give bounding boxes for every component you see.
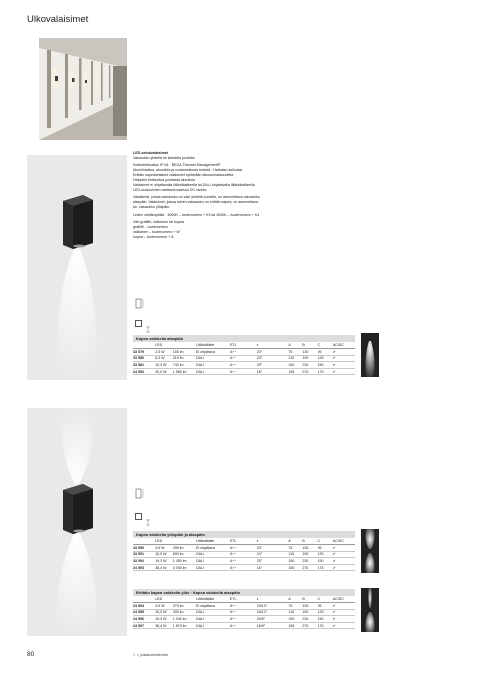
description-line: alaspäin. Valaisimet, joissa toinen valoaukko on erittäin kapea, on asennettava: [133, 200, 258, 205]
table-cell: 1 450 lm: [173, 558, 196, 565]
column-header: B: [302, 342, 317, 349]
table-row: [133, 355, 355, 362]
table-cell: 24 596: [133, 616, 155, 623]
table-cell: A⁺⁺: [230, 349, 257, 356]
description-line: Valaisimet, joissa valoaukko on vain yhdellä puolella, on asennettava valoaukko: [133, 195, 260, 200]
table-cell: A⁺⁺: [230, 603, 257, 610]
table-cell: ✔: [333, 551, 355, 558]
footer-note: ✓ = julkaisukohteesta: [133, 653, 168, 657]
dimension-icon: [135, 488, 145, 502]
table-cell: 16°: [257, 564, 289, 571]
beam-thumbnail: [361, 333, 379, 377]
updownlight-illustration: [27, 408, 127, 636]
table-cell: 24°: [257, 355, 289, 362]
table-cell: ✔: [333, 349, 355, 356]
table-cell: 3 000 lm: [173, 564, 196, 571]
table-cell: A⁺⁺: [230, 362, 257, 369]
table-cell: 10,5 W: [155, 551, 173, 558]
table-cell: 24°: [257, 551, 289, 558]
table-cell: 155 lm: [173, 349, 196, 356]
product-image-downlight: [27, 155, 127, 380]
table-cell: 24 594: [133, 603, 155, 610]
table-cell: 6,3 W: [155, 355, 173, 362]
dimension-icon: [145, 513, 151, 520]
table-cell: 130: [302, 603, 317, 610]
column-header: C: [318, 342, 333, 349]
description-subheading: Valoaukko yhdellä tai kahdella puolella: [133, 155, 195, 160]
column-header: LED: [155, 538, 173, 545]
table-cell: 2,5 W: [155, 349, 173, 356]
dimension-icon: [135, 298, 145, 312]
table-cell: ✔: [333, 622, 355, 629]
table-cell: ✔: [333, 545, 355, 552]
column-header: ETL: [230, 342, 257, 349]
column-header: ε: [257, 342, 289, 349]
column-header: AC/DC: [333, 342, 355, 349]
table-cell: A⁺⁺: [230, 368, 257, 375]
table-cell: 190: [302, 609, 317, 616]
table-cell: 190: [302, 551, 317, 558]
table-row: [133, 564, 355, 571]
table-cell: DALI: [196, 564, 230, 571]
table-cell: 150: [318, 558, 333, 565]
table-cell: 38,4 W: [155, 622, 173, 629]
table-cell: A⁺⁺: [230, 545, 257, 552]
table-row: [133, 558, 355, 565]
table-cell: A⁺⁺: [230, 551, 257, 558]
table-cell: 110: [288, 355, 302, 362]
table-cell: 150: [288, 362, 302, 369]
table-cell: 95: [318, 545, 333, 552]
table-cell: 20°: [257, 362, 289, 369]
table-cell: 1 870 lm: [173, 622, 196, 629]
table-cell: 740 lm: [173, 362, 196, 369]
table-title: Kapea valokeila alaspäin: [133, 335, 355, 342]
table-cell: 20/13°: [257, 603, 289, 610]
column-header: AC/DC: [333, 596, 355, 603]
table-cell: 33 591: [133, 551, 155, 558]
table-cell: DALI: [196, 558, 230, 565]
table-title: Kapea valokeila ylöspäin ja alaspäin: [133, 531, 355, 538]
column-header: ETL: [230, 596, 257, 603]
table-cell: ✔: [333, 558, 355, 565]
spec-table-2: [133, 538, 355, 571]
table-cell: DALI: [196, 622, 230, 629]
dimension-icon: [145, 320, 151, 327]
table-cell: 16/9°: [257, 622, 289, 629]
downlight-illustration: [27, 155, 127, 380]
table-cell: Ei ohjattava: [196, 545, 230, 552]
table-cell: 230: [302, 616, 317, 623]
beam-thumbnail: [361, 588, 379, 632]
table-cell: 270: [302, 622, 317, 629]
table-cell: 33 590: [133, 545, 155, 552]
table-cell: 24 597: [133, 622, 155, 629]
description-line: Alumiinivalua, alumiinia ja ruostumatonta terästä · Harkaisu suikulasi: [133, 168, 243, 173]
column-header: C: [318, 538, 333, 545]
spec-table-1: [133, 342, 355, 375]
column-header: ETL: [230, 538, 257, 545]
table-cell: 33 581: [133, 362, 155, 369]
description-line: ko. valoaukko ylöspäin.: [133, 205, 171, 210]
table-cell: A⁺⁺: [230, 355, 257, 362]
table-cell: Ei ohjattava: [196, 603, 230, 610]
table-cell: 1 580 lm: [173, 368, 196, 375]
table-cell: 20,0 W: [155, 368, 173, 375]
table-cell: 24 592: [133, 368, 155, 375]
table-cell: 19,3 W: [155, 616, 173, 623]
table-cell: A⁺⁺: [230, 609, 257, 616]
table-cell: 23°: [257, 349, 289, 356]
description-line: valkoinen – tuotenumero + W: [133, 230, 180, 235]
description-line: Valaisimet ei ohjattavalla liitäntälaitteella tai DALI-ohjattavalla liitäntälaitteella: [133, 183, 255, 188]
column-header: AC/DC: [333, 538, 355, 545]
table-title: Erittäin kapea valokeila ylös · Kapea valokeila alaspäin: [133, 589, 355, 596]
table-cell: ✔: [333, 616, 355, 623]
table-row: [133, 362, 355, 369]
table-cell: 150: [318, 362, 333, 369]
table-cell: 16°: [257, 368, 289, 375]
product-image-updownlight: [27, 408, 127, 636]
table-cell: ✔: [333, 368, 355, 375]
table-cell: ✔: [333, 603, 355, 610]
table-cell: 125: [318, 609, 333, 616]
table-cell: 190: [302, 355, 317, 362]
beam-thumbnail: [361, 529, 379, 573]
table-cell: 75: [288, 349, 302, 356]
table-cell: 38,4 W: [155, 564, 173, 571]
table-cell: 295 lm: [173, 545, 196, 552]
column-header: C: [318, 596, 333, 603]
description-line: LED-moduuleilen asettautuvaa/kuu DC rauhta: [133, 187, 207, 192]
description-line: Heijastin eloksoitua puhdasta alumiinia: [133, 178, 195, 183]
table-cell: 95: [318, 603, 333, 610]
table-cell: 33 592: [133, 558, 155, 565]
description-line: Väri grafiitti, valkoinen tai hopea: [133, 220, 184, 225]
table-cell: 230: [302, 558, 317, 565]
mounting-icon: [135, 320, 142, 327]
column-header: A: [288, 342, 302, 349]
table-cell: 125: [318, 355, 333, 362]
table-cell: 230: [302, 362, 317, 369]
table-cell: 315 lm: [173, 355, 196, 362]
table-cell: 155: [288, 368, 302, 375]
table-cell: 275 lm: [173, 603, 196, 610]
table-cell: 10,3 W: [155, 362, 173, 369]
table-cell: DALI: [196, 609, 230, 616]
table-cell: 175: [318, 564, 333, 571]
table-cell: ✔: [333, 564, 355, 571]
table-cell: ✔: [333, 355, 355, 362]
table-cell: 95: [318, 349, 333, 356]
table-cell: DALI: [196, 355, 230, 362]
table-row: [133, 609, 355, 616]
table-row: [133, 603, 355, 610]
column-header: ε: [257, 596, 289, 603]
column-header: A: [288, 596, 302, 603]
table-cell: 150: [288, 616, 302, 623]
table-cell: 4,9 W: [155, 545, 173, 552]
table-cell: 270: [302, 564, 317, 571]
table-cell: 175: [318, 622, 333, 629]
table-cell: 75: [288, 545, 302, 552]
description-heading: LED-seinävalaisimet: [133, 151, 168, 155]
table-cell: 19,3 W: [155, 558, 173, 565]
table-row: [133, 349, 355, 356]
description-line: Erittäin kapeakeilaiset valaisimet syötetään alkuominaisuudelta: [133, 173, 234, 178]
table-cell: A⁺⁺: [230, 564, 257, 571]
table-cell: 4,9 W: [155, 603, 173, 610]
table-cell: A⁺⁺: [230, 616, 257, 623]
column-header: Liitäntälaite: [196, 342, 230, 349]
table-cell: 270: [302, 368, 317, 375]
table-row: [133, 551, 355, 558]
table-cell: 110: [288, 609, 302, 616]
table-cell: 24 595: [133, 609, 155, 616]
table-cell: Ei ohjattava: [196, 349, 230, 356]
table-cell: 600 lm: [173, 551, 196, 558]
table-cell: 75: [288, 603, 302, 610]
table-cell: 1 040 lm: [173, 616, 196, 623]
table-cell: 150: [318, 616, 333, 623]
table-cell: 33 580: [133, 355, 155, 362]
table-cell: 125: [318, 551, 333, 558]
table-cell: A⁺⁺: [230, 558, 257, 565]
table-cell: 16/12°: [257, 609, 289, 616]
table-cell: 20°: [257, 558, 289, 565]
table-cell: 20/9°: [257, 616, 289, 623]
table-cell: 155: [288, 622, 302, 629]
table-cell: A⁺⁺: [230, 622, 257, 629]
table-cell: 130: [302, 545, 317, 552]
table-cell: ✔: [333, 362, 355, 369]
table-cell: 23°: [257, 545, 289, 552]
spec-table-3: [133, 596, 355, 629]
column-header: Liitäntälaite: [196, 538, 230, 545]
table-cell: DALI: [196, 362, 230, 369]
table-row: [133, 545, 355, 552]
table-cell: 155: [288, 564, 302, 571]
page-title: Ulkovalaisimet: [27, 14, 89, 25]
table-cell: 110: [288, 551, 302, 558]
page-number: 80: [27, 651, 35, 658]
description-line: Kotelointiluokka: IP 64 · BEGA Thermal Management®: [133, 163, 221, 168]
product-description: [133, 151, 368, 242]
table-cell: DALI: [196, 616, 230, 623]
column-header: LED: [155, 596, 173, 603]
table-cell: 175: [318, 368, 333, 375]
mounting-icon: [135, 513, 142, 520]
table-cell: 435 lm: [173, 609, 196, 616]
description-line: grafiitti – tuotenumero: [133, 225, 168, 230]
description-line: hopea – tuotenumero + A: [133, 234, 174, 239]
column-header: Liitäntälaite: [196, 596, 230, 603]
column-header: LED: [155, 342, 173, 349]
table-cell: 10,5 W: [155, 609, 173, 616]
column-header: B: [302, 538, 317, 545]
table-cell: 24 593: [133, 564, 155, 571]
table-cell: 33 579: [133, 349, 155, 356]
description-line: Leden värilämpötila · 3000K – tuotenumero + K3 tai 4000K – tuotenumero + K4: [133, 212, 260, 217]
column-header: ε: [257, 538, 289, 545]
table-cell: 150: [288, 558, 302, 565]
architecture-photo: [39, 38, 127, 140]
column-header: A: [288, 538, 302, 545]
table-cell: 130: [302, 349, 317, 356]
table-cell: ✔: [333, 609, 355, 616]
table-row: [133, 616, 355, 623]
corridor-illustration: [39, 38, 127, 140]
column-header: B: [302, 596, 317, 603]
table-row: [133, 622, 355, 629]
table-cell: DALI: [196, 368, 230, 375]
table-row: [133, 368, 355, 375]
table-cell: DALI: [196, 551, 230, 558]
